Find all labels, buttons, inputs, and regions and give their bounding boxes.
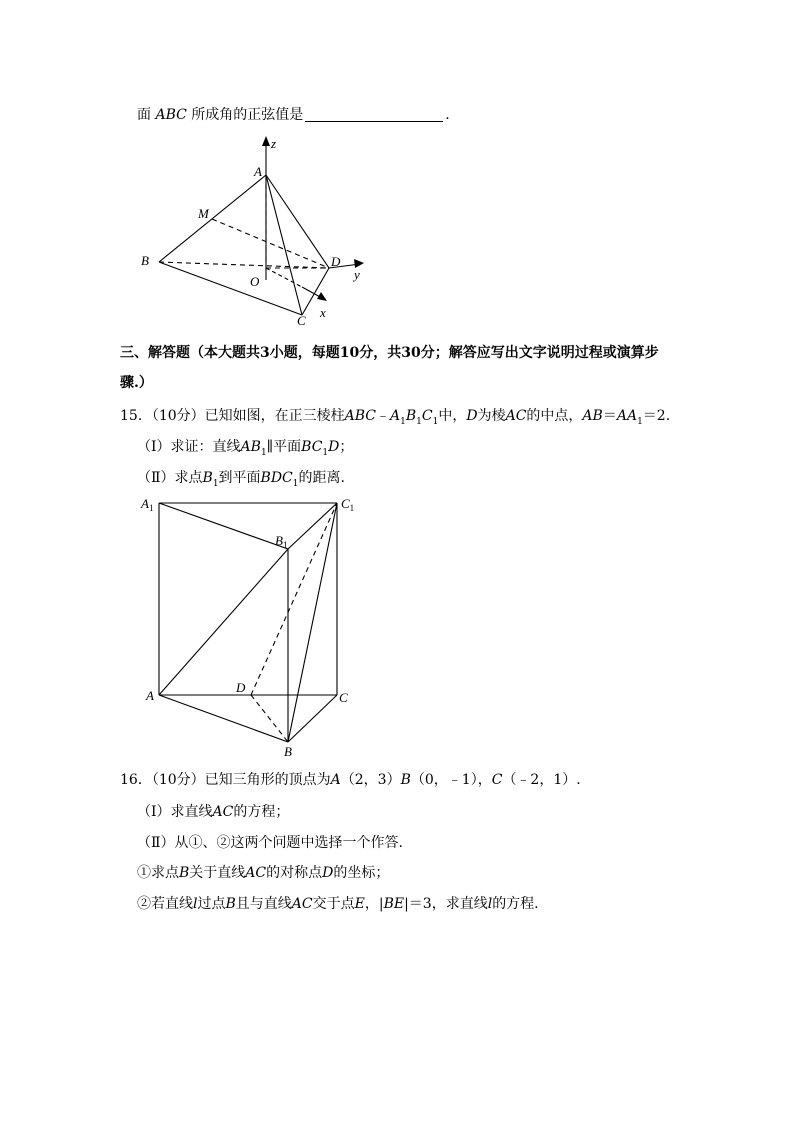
edge-B1C1: [288, 503, 337, 549]
label-y: y: [354, 267, 360, 282]
label-D: D: [331, 254, 341, 269]
segment-BC1: [288, 503, 337, 742]
q14-abc: ABC: [155, 107, 187, 123]
q14-end: .: [445, 107, 450, 123]
q16-option-1: ①求点B关于直线AC的对称点D的坐标；: [137, 865, 390, 881]
label-M: M: [198, 206, 209, 221]
q15-part1: （Ⅰ）求证：直线$AB_1\parallel$平面$BC_1D$；: [137, 439, 354, 458]
q14-middle: 所成角的正弦值是: [191, 107, 304, 123]
section-3-heading-cont: 骤.）: [120, 375, 153, 391]
label-C: C: [297, 313, 306, 328]
label-C1: $C_1$: [341, 496, 355, 513]
q16-part2: （Ⅱ）从①、②这两个问题中选择一个作答.: [137, 835, 403, 851]
label-A: A: [146, 688, 154, 703]
section-3-heading: 三、解答题（本大题共3小题，每题10分，共30分；解答应写出文字说明过程或演算步: [120, 345, 659, 361]
q16-option-2: ②若直线l过点B且与直线AC交于点E，|BE|＝3，求直线l的方程.: [137, 896, 539, 912]
label-B: B: [141, 253, 149, 268]
label-B1: $B_1$: [275, 533, 288, 550]
segment-AB1: [159, 549, 288, 695]
q16-stem: 16．（10分）已知三角形的顶点为A（2，3）B（0，﹣1），C（﹣2，1）.: [120, 772, 581, 788]
edge-BC: [288, 695, 337, 742]
label-x: x: [320, 305, 326, 320]
label-D: D: [236, 680, 246, 695]
q16-part1: （Ⅰ）求直线AC的方程；: [137, 804, 290, 820]
q15-part2: （Ⅱ）求点$B_1$到平面$BDC_1$的距离.: [137, 470, 345, 489]
label-z: z: [271, 136, 277, 151]
label-B: B: [284, 744, 292, 759]
q14-prefix: 面: [137, 107, 151, 123]
label-C: C: [339, 690, 348, 705]
label-O: O: [250, 274, 260, 289]
edge-A1B1: [159, 503, 288, 549]
label-A1: $A_1$: [141, 496, 154, 513]
q15-stem: 15．（10分）已知如图，在正三棱柱$ABC﹣A_1B_1C_1$中，D为棱AC的中点，$AB=AA_1=2$.: [120, 408, 671, 427]
segment-DC1-dashed: [251, 503, 337, 695]
label-A: A: [254, 164, 262, 179]
edge-AB: [159, 695, 288, 742]
